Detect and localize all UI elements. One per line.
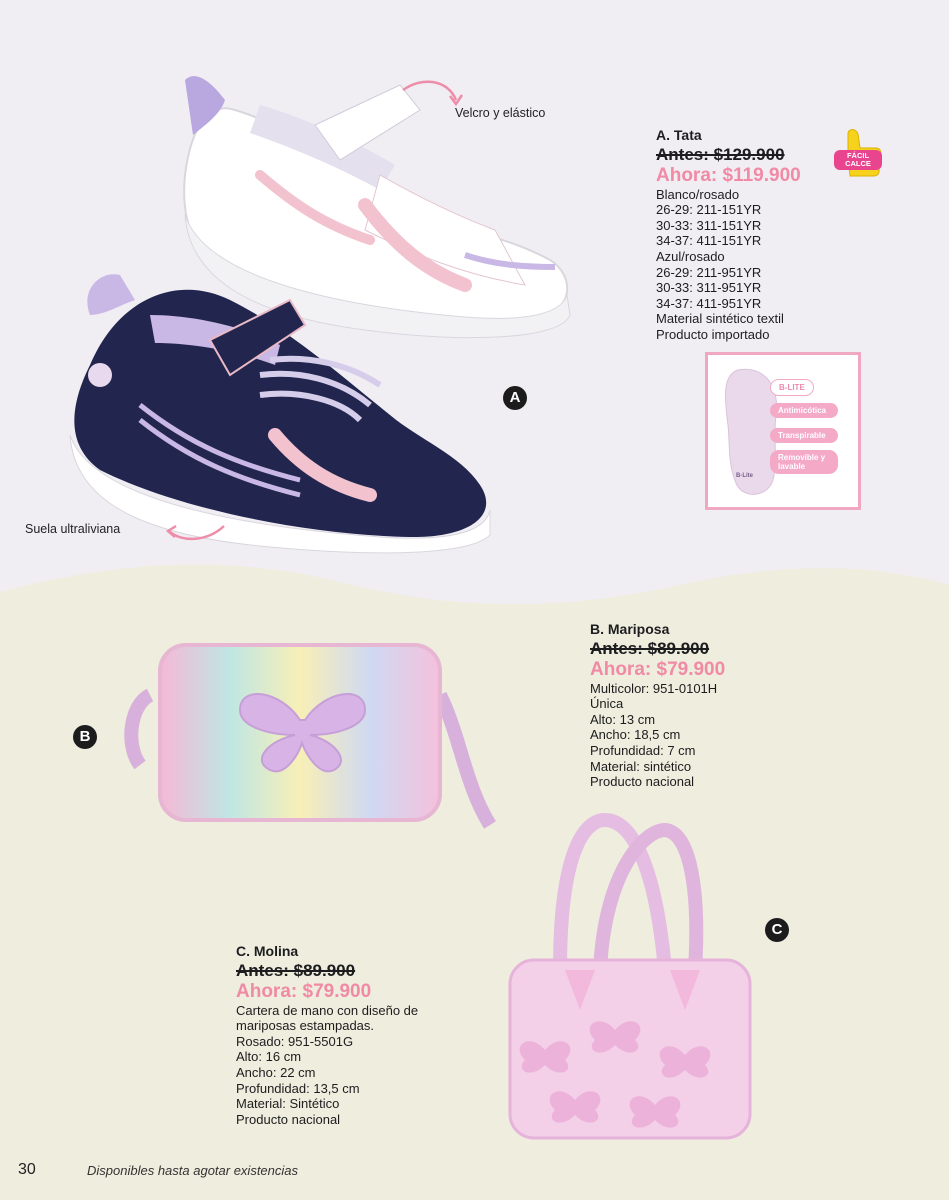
product-a-detail: Material sintético textil (656, 311, 784, 327)
availability-note: Disponibles hasta agotar existencias (87, 1163, 299, 1178)
callout-arrow-bottom-icon (162, 516, 232, 546)
product-a-detail: Azul/rosado (656, 248, 725, 264)
product-b-detail: Única (590, 696, 624, 712)
product-c-info (236, 944, 418, 1127)
product-a-detail: 26-29: 211-151YR (656, 202, 762, 218)
insole-logo-label: B-Lite (736, 473, 753, 479)
callout-sole-label: Suela ultraliviana (25, 522, 121, 536)
product-a-detail: Producto importado (656, 326, 770, 342)
insole-info-box (705, 352, 861, 510)
easy-fit-badge (832, 126, 884, 186)
product-c-detail: Material: Sintético (236, 1096, 340, 1112)
product-a-detail: Blanco/rosado (656, 186, 740, 202)
molina-bag-image (505, 810, 755, 1145)
product-a-name: A. Tata (656, 127, 702, 143)
product-b-detail: Material: sintético (590, 758, 692, 774)
callout-velcro-label: Velcro y elástico (455, 106, 546, 120)
product-a-marker: A (503, 386, 527, 410)
navy-sneaker-image (60, 255, 500, 555)
product-b-price-now: Ahora: $79.900 (590, 658, 726, 680)
product-a-detail: 30-33: 311-951YR (656, 280, 762, 296)
product-c-detail: Profundidad: 13,5 cm (236, 1080, 360, 1096)
product-b-marker: B (73, 725, 97, 749)
product-a-info (656, 128, 801, 343)
product-c-name: C. Molina (236, 943, 299, 959)
insole-feature-pill: Transpirable (770, 428, 838, 443)
product-b-detail: Producto nacional (590, 774, 695, 790)
product-b-detail: Alto: 13 cm (590, 711, 656, 727)
product-a-price-before: Antes: $129.900 (656, 144, 785, 164)
product-c-detail: Rosado: 951-5501G (236, 1033, 354, 1049)
insole-title-pill: B-LITE (770, 379, 814, 396)
product-a-detail: 30-33: 311-151YR (656, 217, 762, 233)
insole-feature-pill: Antimicótica (770, 403, 838, 418)
page-number: 30 (18, 1161, 36, 1178)
product-a-price-now: Ahora: $119.900 (656, 164, 801, 186)
product-b-detail: Ancho: 18,5 cm (590, 727, 681, 743)
product-b-price-before: Antes: $89.900 (590, 638, 710, 658)
product-a-detail: 34-37: 411-151YR (656, 233, 762, 249)
product-c-price-before: Antes: $89.900 (236, 960, 356, 980)
product-b-detail: Profundidad: 7 cm (590, 742, 696, 758)
product-c-detail: mariposas estampadas. (236, 1018, 375, 1034)
product-c-marker: C (765, 918, 789, 942)
product-b-detail: Multicolor: 951-0101H (590, 680, 718, 696)
easy-fit-badge-label: FÁCIL CALCE (845, 151, 871, 168)
product-c-detail: Alto: 16 cm (236, 1049, 302, 1065)
product-c-detail: Producto nacional (236, 1111, 341, 1127)
mariposa-bag-image (120, 635, 505, 845)
product-c-detail: Ancho: 22 cm (236, 1064, 316, 1080)
product-b-info (590, 622, 725, 790)
product-a-detail: 26-29: 211-951YR (656, 264, 762, 280)
product-c-detail: Cartera de mano con diseño de (236, 1002, 419, 1018)
product-a-detail: 34-37: 411-951YR (656, 295, 762, 311)
insole-feature-pill: Removible y lavable (770, 450, 838, 474)
product-c-price-now: Ahora: $79.900 (236, 980, 372, 1002)
product-b-name: B. Mariposa (590, 621, 670, 637)
